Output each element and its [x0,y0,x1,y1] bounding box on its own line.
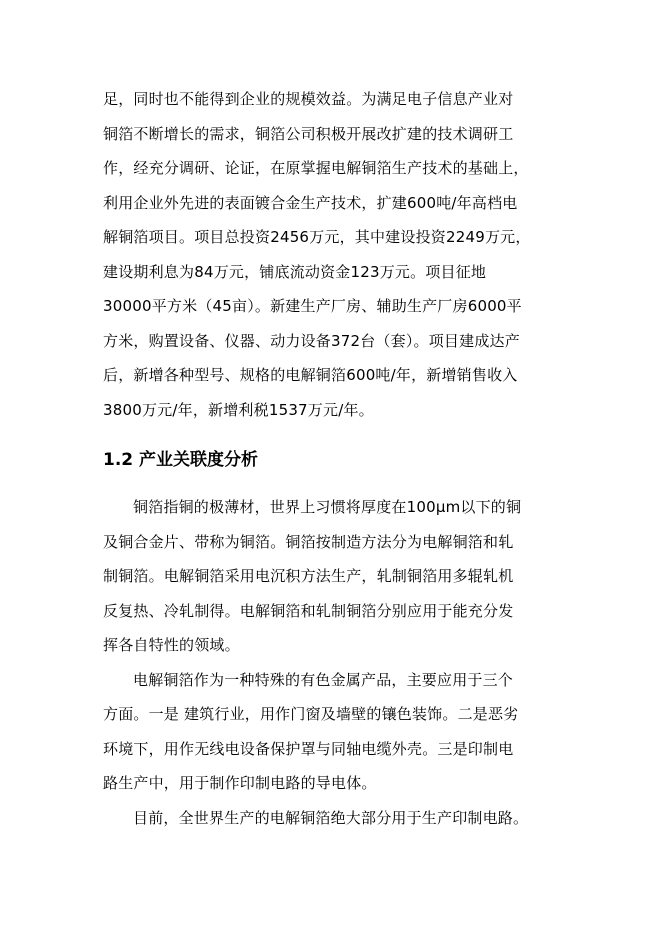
body-text-line: 方米，购置设备、仪器、动力设备372台（套）。项目建成达产 [103,332,520,350]
body-text-line: 足，同时也不能得到企业的规模效益。为满足电子信息产业对 [103,90,514,108]
body-text-line: 30000平方米（45亩）。新建生产厂房、辅助生产厂房6000平 [103,297,522,315]
body-text-line: 3800万元/年，新增利税1537万元/年。 [103,401,374,419]
body-text-line: 铜箔不断增长的需求，铜箔公司积极开展改扩建的技术调研工 [103,125,514,143]
body-text-line: 目前，全世界生产的电解铜箔绝大部分用于生产印制电路。 [133,809,529,827]
body-text-line: 电解铜箔作为一种特殊的有色金属产品，主要应用于三个 [133,671,514,689]
body-text-line: 路生产中，用于制作印制电路的导电体。 [103,774,377,792]
body-text-line: 建设期利息为84万元，铺底流动资金123万元。项目征地 [103,263,487,281]
body-text-line: 利用企业外先进的表面镀合金生产技术，扩建600吨/年高档电 [103,194,518,212]
body-text-line: 挥各自特性的领域。 [103,636,240,654]
body-text-line: 反复热、冷轧制得。电解铜箔和轧制铜箔分别应用于能充分发 [103,602,514,620]
body-text-line: 铜箔指铜的极薄材，世界上习惯将厚度在100μm以下的铜 [133,498,522,516]
body-text-line: 及铜合金片、带称为铜箔。铜箔按制造方法分为电解铜箔和轧 [103,533,514,551]
body-text-line: 后，新增各种型号、规格的电解铜箔600吨/年，新增销售收入 [103,366,518,384]
body-text-line: 环境下，用作无线电设备保护罩与同轴电缆外壳。三是印制电 [103,740,514,758]
body-text-line: 制铜箔。电解铜箔采用电沉积方法生产，轧制铜箔用多辊轧机 [103,567,514,585]
body-text-line: 方面。一是 建筑行业，用作门窗及墙壁的镶色装饰。二是恶劣 [103,705,519,723]
body-text-line: 解铜箔项目。项目总投资2456万元，其中建设投资2249万元， [103,228,531,246]
section-heading: 1.2 产业关联度分析 [103,450,259,470]
body-text-line: 作，经充分调研、论证，在原掌握电解铜箔生产技术的基础上， [103,159,529,177]
